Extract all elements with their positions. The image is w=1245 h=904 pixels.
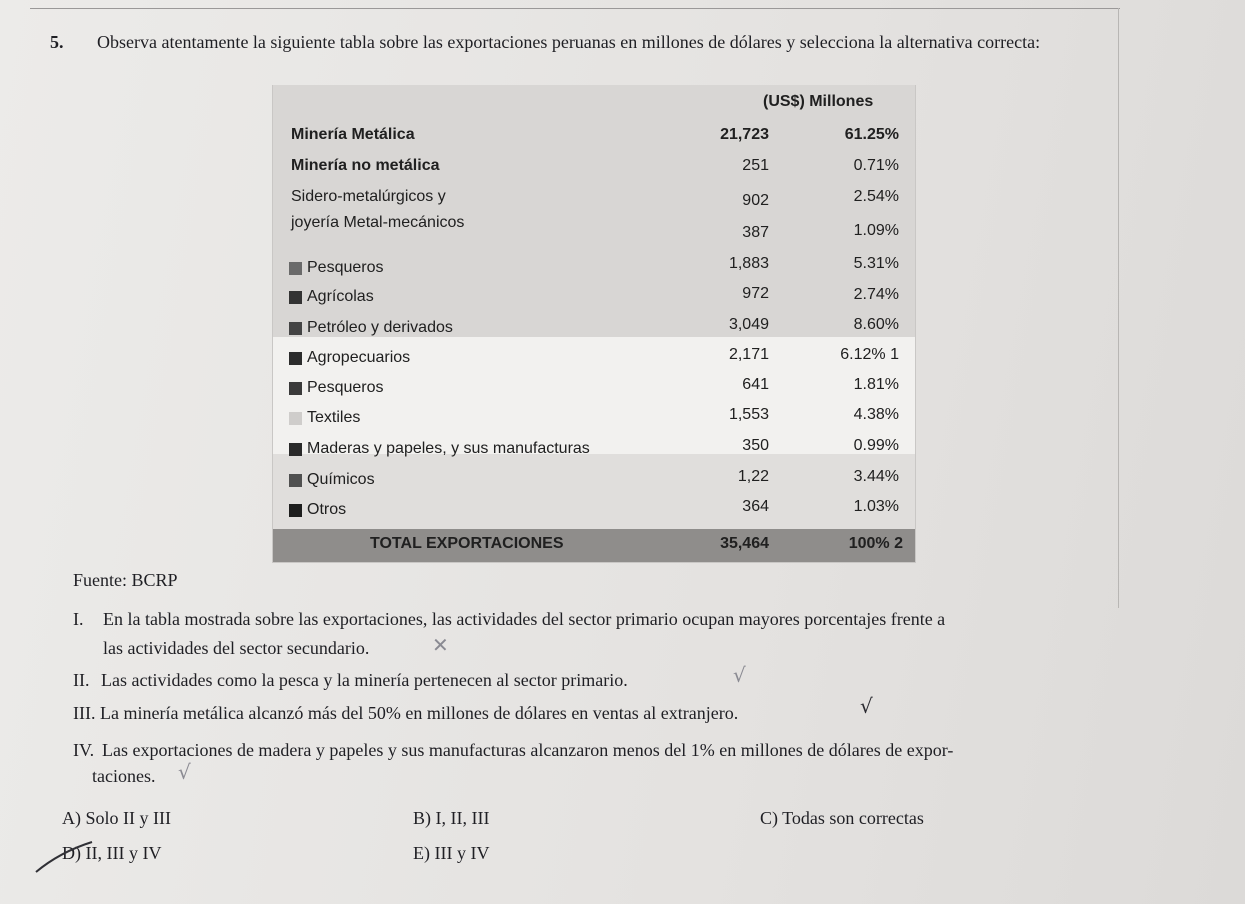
statement-number: I.: [73, 609, 84, 629]
table-row: [273, 468, 915, 493]
table-row: [273, 498, 915, 523]
row-value: 3,049: [728, 316, 769, 333]
row-value: 902: [742, 192, 769, 209]
row-label: Agropecuarios: [307, 349, 411, 366]
statement-text: En la tabla mostrada sobre las exportaciones, las actividades del sector primario ocupan mayores porcentajes frente a: [103, 609, 946, 629]
row-percent: 3.44%: [853, 468, 899, 485]
row-percent: 6.12% 1: [840, 346, 899, 363]
legend-square-icon: [289, 474, 302, 487]
row-percent: 1.03%: [853, 498, 899, 515]
table-row: [273, 437, 915, 462]
row-label: Otros: [307, 501, 347, 518]
statement-III: [73, 701, 1118, 725]
row-label: Pesqueros: [307, 259, 384, 276]
row-percent: 4.38%: [853, 406, 899, 423]
statement-IV: [73, 738, 1118, 788]
top-border-line: [30, 8, 1120, 9]
row-value: 251: [742, 157, 769, 174]
table-row: [273, 157, 915, 179]
statement-I: [73, 607, 1118, 657]
row-value: 364: [742, 498, 769, 515]
option-c[interactable]: C) Todas son correctas: [760, 808, 924, 828]
legend-square-icon: [289, 412, 302, 425]
statement-text-cont: taciones.: [92, 766, 156, 786]
row-percent: 2.54%: [853, 188, 899, 205]
exports-table: [272, 85, 916, 563]
row-value: 350: [742, 437, 769, 454]
check-mark-icon: √: [178, 760, 191, 784]
table-row: [273, 255, 915, 281]
option-e[interactable]: E) III y IV: [413, 843, 490, 863]
table-row: [273, 316, 915, 341]
row-label: Textiles: [307, 409, 361, 426]
check-mark-icon: √: [860, 694, 873, 718]
row-value: 1,883: [728, 255, 769, 272]
legend-square-icon: [289, 352, 302, 365]
table-row: [273, 346, 915, 371]
row-percent: 2.74%: [853, 286, 899, 303]
row-value: 972: [742, 285, 769, 302]
legend-square-icon: [289, 291, 302, 304]
table-row: [273, 406, 915, 431]
statement-text-cont: las actividades del sector secundario.: [103, 638, 370, 658]
statement-number: III.: [73, 703, 96, 723]
row-label: Minería Metálica: [291, 126, 415, 143]
total-percent: 100% 2: [848, 535, 903, 552]
row-percent: 5.31%: [853, 255, 899, 272]
table-row: [273, 285, 915, 310]
row-label: Pesqueros: [307, 379, 384, 396]
statement-text: La minería metálica alcanzó más del 50% en millones de dólares en ventas al extranjero.: [100, 703, 739, 723]
row-percent: 0.99%: [853, 437, 899, 454]
row-label: Sidero-metalúrgicos y: [291, 188, 446, 205]
option-d[interactable]: D) II, III y IV: [62, 843, 162, 863]
table-row: [273, 188, 915, 210]
legend-square-icon: [289, 262, 302, 275]
row-value: 387: [742, 224, 769, 241]
row-percent: 0.71%: [853, 157, 899, 174]
row-label: Agrícolas: [307, 288, 374, 305]
table-row: [273, 214, 915, 241]
check-mark-icon: √: [733, 663, 746, 687]
row-percent: 61.25%: [844, 126, 899, 143]
total-value: 35,464: [720, 535, 769, 552]
question-text: Observa atentamente la siguiente tabla sobre las exportaciones peruanas en millones de dólares y selecciona la alternativa correcta:: [97, 32, 1041, 52]
table-header: (US$) Millones: [763, 93, 874, 110]
cross-mark-icon: ✕: [432, 633, 449, 657]
row-value: 641: [742, 376, 769, 393]
row-label: Petróleo y derivados: [307, 319, 453, 336]
row-label: Minería no metálica: [291, 157, 440, 174]
row-label: Químicos: [307, 471, 375, 488]
handwritten-strike-mark: [30, 832, 110, 882]
row-percent: 1.81%: [853, 376, 899, 393]
row-percent: 1.09%: [853, 222, 899, 239]
legend-square-icon: [289, 443, 302, 456]
option-b[interactable]: B) I, II, III: [413, 808, 490, 828]
row-value: 2,171: [728, 346, 769, 363]
row-label: joyería Metal-mecánicos: [291, 214, 465, 231]
legend-square-icon: [289, 504, 302, 517]
right-border-line: [1118, 8, 1119, 608]
table-row: [273, 126, 915, 148]
statement-text: Las actividades como la pesca y la minería pertenecen al sector primario.: [101, 670, 628, 690]
statement-II: [73, 668, 1118, 692]
question-number: 5.: [50, 32, 64, 52]
row-value: 1,22: [737, 468, 769, 485]
table-total-row: [273, 529, 915, 562]
row-percent: 8.60%: [853, 316, 899, 333]
legend-square-icon: [289, 322, 302, 335]
total-label: TOTAL EXPORTACIONES: [370, 535, 564, 552]
row-label: Maderas y papeles, y sus manufacturas: [307, 440, 590, 457]
table-row: [273, 376, 915, 401]
option-a[interactable]: A) Solo II y III: [62, 808, 171, 828]
statement-text: Las exportaciones de madera y papeles y sus manufacturas alcanzaron menos del 1% en millones de dólares de expor-: [102, 740, 954, 760]
legend-square-icon: [289, 382, 302, 395]
row-value: 1,553: [728, 406, 769, 423]
statement-number: IV.: [73, 740, 95, 760]
row-value: 21,723: [720, 126, 769, 143]
source-note: Fuente: BCRP: [73, 570, 178, 590]
statement-number: II.: [73, 670, 90, 690]
